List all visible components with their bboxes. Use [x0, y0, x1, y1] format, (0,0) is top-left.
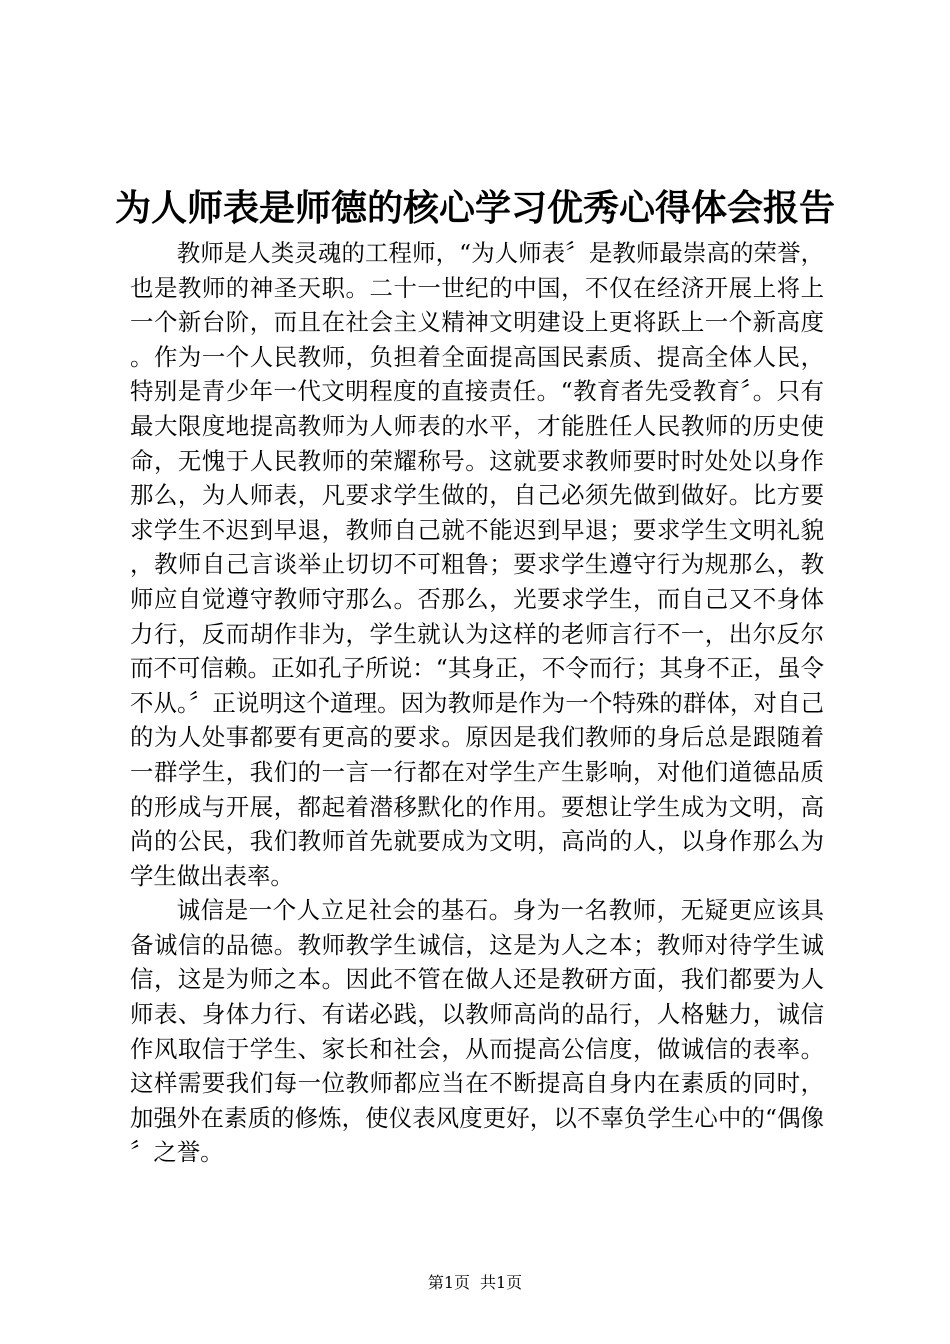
- document-body: [130, 236, 824, 1170]
- body-paragraph: 诚信是一个人立足社会的基石。身为一名教师，无疑更应该具备诚信的品德。教师教学生诚信，这是为人之本；教师对待学生诚信，这是为师之本。因此不管在做人还是教研方面，我们都要为人师表、身体力行、有诺必践，以教师高尚的品行，人格魅力，诚信作风取信于学生、家长和社会，从而提高公信度，做诚信的表率。这样需要我们每一位教师都应当在不断提高自身内在素质的同时，加强外在素质的修炼，使仪表风度更好，以不辜负学生心中的“偶像〞之誉。: [130, 896, 824, 1167]
- page-number: 第1页: [427, 1273, 470, 1292]
- page-footer: [0, 1272, 950, 1294]
- body-paragraph: 教师是人类灵魂的工程师，“为人师表〞是教师最崇高的荣誉，也是教师的神圣天职。二十一世纪的中国，不仅在经济开展上将上一个新台阶，而且在社会主义精神文明建设上更将跃上一个新高度。作为一个人民教师，负担着全面提高国民素质、提高全体人民，特别是青少年一代文明程度的直接责任。“教育者先受教育〞。只有最大限度地提高教师为人师表的水平，才能胜任人民教师的历史使命，无愧于人民教师的荣耀称号。这就要求教师要时时处处以身作那么，为人师表，凡要求学生做的，自己必须先做到做好。比方要求学生不迟到早退，教师自己就不能迟到早退；要求学生文明礼貌，教师自己言谈举止切切不可粗鲁；要求学生遵守行为规那么，教师应自觉遵守教师守那么。否那么，光要求学生，而自己又不身体力行，反而胡作非为，学生就认为这样的老师言行不一，出尔反尔而不可信赖。正如孔子所说：“其身正，不令而行；其身不正，虽令不从。〞正说明这个道理。因为教师是作为一个特殊的群体，对自己的为人处事都要有更高的要求。原因是我们教师的身后总是跟随着一群学生，我们的一言一行都在对学生产生影响，对他们道德品质的形成与开展，都起着潜移默化的作用。要想让学生成为文明，高尚的公民，我们教师首先就要成为文明，高尚的人，以身作那么为学生做出表率。: [130, 239, 824, 890]
- page-total: 共1页: [480, 1273, 523, 1292]
- document-title: 为人师表是师德的核心学习优秀心得体会报告: [114, 187, 835, 229]
